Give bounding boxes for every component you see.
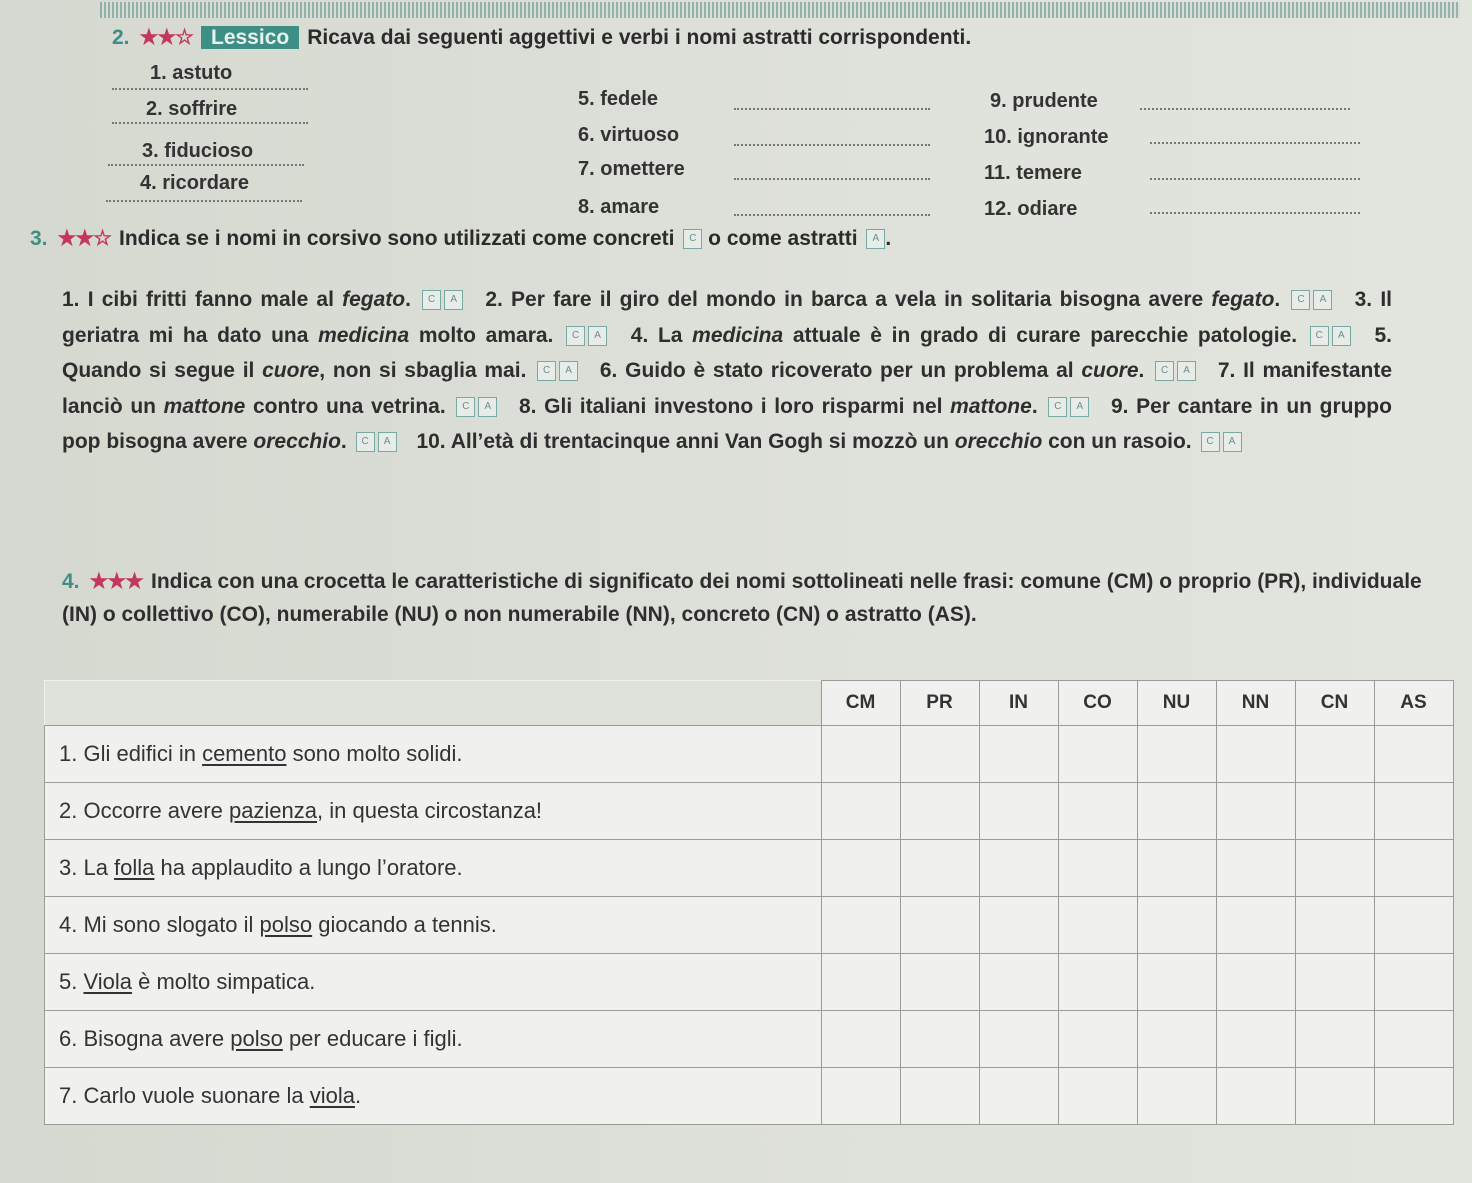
sentence-text: sono molto solidi. <box>286 741 463 766</box>
sentence-text: 10. All’età di trentacinque anni Van Gogh si mozzò un <box>416 430 955 453</box>
concrete-box: C <box>683 229 702 249</box>
sentence-text: 6. Guido è stato ricoverato per un problema al <box>599 359 1082 382</box>
answer-blank[interactable] <box>1140 108 1350 110</box>
checkbox-cell-co[interactable] <box>1058 840 1137 897</box>
exercise-number: 3. <box>30 227 48 250</box>
classification-table <box>44 680 1454 1125</box>
sentence-text: è molto simpatica. <box>132 969 316 994</box>
sentence-text: 9. Per cantare in un gruppo pop bisogna avere <box>62 394 1392 453</box>
checkbox-cell-nu[interactable] <box>1137 954 1216 1011</box>
answer-blank[interactable] <box>112 88 308 90</box>
difficulty-stars-icon: ★★★ <box>89 570 143 593</box>
checkbox-cell-as[interactable] <box>1374 726 1453 783</box>
checkbox-cell-pr[interactable] <box>900 1011 979 1068</box>
abstract-box: A <box>866 229 885 249</box>
exercise-instruction-2: o come astratti <box>708 227 858 250</box>
checkbox-cell-nu[interactable] <box>1137 726 1216 783</box>
checkbox-cell-co[interactable] <box>1058 1011 1137 1068</box>
checkbox-cell-in[interactable] <box>979 897 1058 954</box>
sentence-text: 2. Per fare il giro del mondo in barca a vela in solitaria bisogna avere <box>485 288 1212 311</box>
checkbox-cell-nn[interactable] <box>1216 783 1295 840</box>
checkbox-cell-in[interactable] <box>979 1011 1058 1068</box>
checkbox-cell-nn[interactable] <box>1216 840 1295 897</box>
concrete-checkbox[interactable]: C <box>422 290 441 310</box>
checkbox-cell-as[interactable] <box>1374 1068 1453 1125</box>
checkbox-cell-pr[interactable] <box>900 840 979 897</box>
checkbox-cell-co[interactable] <box>1058 783 1137 840</box>
column-header-cm: CM <box>821 681 900 726</box>
sentence-text: 7. Il manifestante lanciò un <box>62 359 1392 418</box>
item-word: 2. soffrire <box>146 98 238 120</box>
checkbox-cell-cm[interactable] <box>821 783 900 840</box>
sentence-text: molto amara. <box>409 323 554 347</box>
abstract-checkbox[interactable]: A <box>588 326 607 346</box>
concrete-checkbox[interactable]: C <box>456 397 475 417</box>
column-header-co: CO <box>1058 681 1137 726</box>
concrete-checkbox[interactable]: C <box>1048 397 1067 417</box>
checkbox-cell-in[interactable] <box>979 726 1058 783</box>
concrete-checkbox[interactable]: C <box>1155 361 1174 381</box>
answer-boxes <box>419 288 463 311</box>
checkbox-cell-cn[interactable] <box>1295 726 1374 783</box>
empty-header <box>45 681 822 726</box>
answer-blank[interactable] <box>108 164 304 166</box>
checkbox-cell-cm[interactable] <box>821 954 900 1011</box>
answer-blank[interactable] <box>734 178 930 180</box>
underlined-noun: folla <box>114 855 155 880</box>
sentence-text: 1. I cibi fritti fanno male al <box>62 288 343 311</box>
exercise-number: 4. <box>62 570 80 593</box>
answer-blank[interactable] <box>734 144 930 146</box>
sentence <box>62 288 411 311</box>
checkbox-cell-cn[interactable] <box>1295 783 1374 840</box>
answer-blank[interactable] <box>106 200 302 202</box>
sentence <box>416 430 1191 453</box>
sentence-text: 5. Quando si segue il <box>62 323 1392 382</box>
underlined-noun: viola <box>309 1083 355 1108</box>
item-word: 5. fedele <box>578 88 659 110</box>
sentence-text: . <box>340 430 347 453</box>
column-header-in: IN <box>979 681 1058 726</box>
column-header-as: AS <box>1374 681 1453 726</box>
checkbox-cell-as[interactable] <box>1374 840 1453 897</box>
italic-noun: orecchio <box>954 430 1043 453</box>
sentence-text: per educare i figli. <box>282 1026 463 1051</box>
sentence-text: 1. Gli edifici in <box>59 741 203 766</box>
underlined-noun: cemento <box>202 741 287 766</box>
sentence-text: . <box>354 1083 362 1108</box>
checkbox-cell-nn[interactable] <box>1216 726 1295 783</box>
answer-blank[interactable] <box>734 214 930 216</box>
checkbox-cell-as[interactable] <box>1374 954 1453 1011</box>
lessico-tag: Lessico <box>201 26 299 49</box>
checkbox-cell-cn[interactable] <box>1295 840 1374 897</box>
item-word: 12. odiare <box>984 198 1078 220</box>
concrete-checkbox[interactable]: C <box>1291 290 1310 310</box>
sentence-cell <box>45 840 822 897</box>
checkbox-cell-pr[interactable] <box>900 783 979 840</box>
sentence-text: ha applaudito a lungo l’oratore. <box>154 855 463 880</box>
italic-noun: medicina <box>318 323 410 347</box>
exercise-4-heading <box>62 565 1422 631</box>
answer-boxes <box>353 430 397 453</box>
abstract-checkbox[interactable]: A <box>1070 397 1089 417</box>
sentence-cell <box>45 954 822 1011</box>
answer-boxes <box>1152 359 1196 382</box>
italic-noun: cuore <box>1081 359 1139 382</box>
answer-blank[interactable] <box>1150 142 1360 144</box>
sentence-text: 4. La <box>630 323 693 347</box>
checkbox-cell-pr[interactable] <box>900 954 979 1011</box>
sentence-text: . <box>405 288 411 311</box>
checkbox-cell-as[interactable] <box>1374 783 1453 840</box>
item-word: 10. ignorante <box>984 126 1109 148</box>
checkbox-cell-co[interactable] <box>1058 897 1137 954</box>
column-header-nu: NU <box>1137 681 1216 726</box>
checkbox-cell-cn[interactable] <box>1295 954 1374 1011</box>
checkbox-cell-nu[interactable] <box>1137 783 1216 840</box>
answer-blank[interactable] <box>1150 178 1360 180</box>
abstract-checkbox[interactable]: A <box>1223 432 1242 452</box>
checkbox-cell-pr[interactable] <box>900 897 979 954</box>
checkbox-cell-co[interactable] <box>1058 726 1137 783</box>
concrete-checkbox[interactable]: C <box>566 326 585 346</box>
difficulty-stars-icon: ★★☆ <box>139 26 193 49</box>
underlined-noun: polso <box>230 1026 283 1051</box>
checkbox-cell-cn[interactable] <box>1295 1011 1374 1068</box>
sentence-text: . <box>1138 359 1145 382</box>
sentence-text: con un rasoio. <box>1042 430 1192 453</box>
exercise-3-paragraph <box>62 282 1392 460</box>
decorative-strip <box>100 2 1460 18</box>
italic-noun: fegato <box>1211 288 1275 311</box>
checkbox-cell-pr[interactable] <box>900 1068 979 1125</box>
italic-noun: medicina <box>692 323 784 347</box>
checkbox-cell-cm[interactable] <box>821 1068 900 1125</box>
answer-blank[interactable] <box>112 122 308 124</box>
checkbox-cell-cm[interactable] <box>821 726 900 783</box>
sentence <box>485 288 1280 311</box>
abstract-checkbox[interactable]: A <box>1332 326 1351 346</box>
checkbox-cell-nu[interactable] <box>1137 840 1216 897</box>
concrete-checkbox[interactable]: C <box>1310 326 1329 346</box>
sentence-text: 4. Mi sono slogato il <box>59 912 260 937</box>
sentence-text: 5. <box>59 969 84 994</box>
underlined-noun: pazienza <box>228 798 318 823</box>
answer-boxes <box>1045 395 1089 418</box>
checkbox-cell-cn[interactable] <box>1295 1068 1374 1125</box>
concrete-checkbox[interactable]: C <box>1201 432 1220 452</box>
answer-boxes <box>1307 324 1351 347</box>
table-row <box>45 726 1454 783</box>
sentence-cell <box>45 726 822 783</box>
abstract-checkbox[interactable]: A <box>559 361 578 381</box>
column-header-nn: NN <box>1216 681 1295 726</box>
exercise-instruction: Indica con una crocetta le caratteristiche di significato dei nomi sottolineati nelle frasi: comune (CM) o proprio (PR), individuale (IN) o collettivo (CO), numerabile (NU) o non numerabile (NN), concreto (CN) o astratto (AS). <box>62 570 1422 626</box>
column-header-cn: CN <box>1295 681 1374 726</box>
exercise-instruction: Ricava dai seguenti aggettivi e verbi i nomi astratti corrispondenti. <box>307 26 972 49</box>
checkbox-cell-cm[interactable] <box>821 897 900 954</box>
table-row <box>45 954 1454 1011</box>
abstract-checkbox[interactable]: A <box>1177 361 1196 381</box>
table-row <box>45 783 1454 840</box>
item-word: 4. ricordare <box>140 172 249 194</box>
item-word: 6. virtuoso <box>578 124 680 146</box>
checkbox-cell-cm[interactable] <box>821 840 900 897</box>
sentence-text: . <box>1274 288 1281 311</box>
underlined-noun: Viola <box>83 969 132 994</box>
difficulty-stars-icon: ★★☆ <box>57 227 111 250</box>
sentence-text: . <box>1031 394 1038 418</box>
answer-boxes <box>453 395 497 418</box>
abstract-checkbox[interactable]: A <box>378 432 397 452</box>
italic-noun: orecchio <box>253 430 341 453</box>
checkbox-cell-cn[interactable] <box>1295 897 1374 954</box>
checkbox-cell-nn[interactable] <box>1216 1011 1295 1068</box>
column-header-pr: PR <box>900 681 979 726</box>
sentence-text: attuale è in grado di curare parecchie patologie. <box>783 323 1298 347</box>
sentence-text: , non si sbaglia mai. <box>319 359 527 382</box>
table-row <box>45 1011 1454 1068</box>
sentence-cell <box>45 1011 822 1068</box>
checkbox-cell-nu[interactable] <box>1137 1068 1216 1125</box>
item-word: 11. temere <box>984 162 1082 184</box>
sentence-text: giocando a tennis. <box>312 912 497 937</box>
checkbox-cell-as[interactable] <box>1374 1011 1453 1068</box>
exercise-instruction: Indica se i nomi in corsivo sono utilizzati come concreti <box>119 227 675 250</box>
sentence <box>631 324 1297 347</box>
checkbox-cell-nn[interactable] <box>1216 1068 1295 1125</box>
checkbox-cell-in[interactable] <box>979 840 1058 897</box>
underlined-noun: polso <box>259 912 313 937</box>
sentence-text: contro una vetrina. <box>245 394 446 418</box>
answer-boxes <box>563 324 607 347</box>
concrete-checkbox[interactable]: C <box>356 432 375 452</box>
italic-noun: mattone <box>163 394 246 418</box>
sentence-cell <box>45 1068 822 1125</box>
table-row <box>45 840 1454 897</box>
checkbox-cell-in[interactable] <box>979 954 1058 1011</box>
checkbox-cell-cm[interactable] <box>821 1011 900 1068</box>
exercise-2-heading <box>112 25 971 50</box>
sentence <box>519 395 1038 418</box>
checkbox-cell-nn[interactable] <box>1216 897 1295 954</box>
answer-boxes <box>534 359 578 382</box>
sentence-text: 7. Carlo vuole suonare la <box>59 1083 310 1108</box>
sentence-text: 8. Gli italiani investono i loro risparmi nel <box>518 394 951 418</box>
sentence-cell <box>45 897 822 954</box>
concrete-checkbox[interactable]: C <box>537 361 556 381</box>
italic-noun: mattone <box>950 394 1032 418</box>
checkbox-cell-co[interactable] <box>1058 1068 1137 1125</box>
abstract-checkbox[interactable]: A <box>478 397 497 417</box>
checkbox-cell-nu[interactable] <box>1137 1011 1216 1068</box>
table-row <box>45 1068 1454 1125</box>
item-word: 3. fiducioso <box>142 140 254 162</box>
abstract-checkbox[interactable]: A <box>1313 290 1332 310</box>
item-word: 7. omettere <box>578 158 685 180</box>
abstract-checkbox[interactable]: A <box>444 290 463 310</box>
table-row <box>45 897 1454 954</box>
checkbox-cell-pr[interactable] <box>900 726 979 783</box>
italic-noun: fegato <box>342 288 406 311</box>
sentence <box>600 359 1144 382</box>
item-word: 1. astuto <box>150 62 233 84</box>
item-word: 8. amare <box>578 196 660 218</box>
checkbox-cell-nu[interactable] <box>1137 897 1216 954</box>
exercise-3-heading: 3. ★★☆ Indica se i nomi in corsivo sono utilizzati come concreti C o come astratti A . <box>30 227 892 250</box>
sentence-text: 3. Il geriatra mi ha dato una <box>62 288 1392 347</box>
sentence-text: 3. La <box>59 855 115 880</box>
checkbox-cell-co[interactable] <box>1058 954 1137 1011</box>
sentence-text: 6. Bisogna avere <box>59 1026 231 1051</box>
answer-blank[interactable] <box>1150 212 1360 214</box>
sentence-cell <box>45 783 822 840</box>
italic-noun: cuore <box>262 359 320 382</box>
checkbox-cell-in[interactable] <box>979 1068 1058 1125</box>
checkbox-cell-nn[interactable] <box>1216 954 1295 1011</box>
exercise-number: 2. <box>112 26 130 49</box>
sentence-text: 2. Occorre avere <box>59 798 229 823</box>
item-word: 9. prudente <box>990 90 1098 112</box>
answer-boxes <box>1288 288 1332 311</box>
answer-blank[interactable] <box>734 108 930 110</box>
answer-boxes <box>1198 430 1242 453</box>
sentence-text: , in questa circostanza! <box>317 798 543 823</box>
checkbox-cell-in[interactable] <box>979 783 1058 840</box>
checkbox-cell-as[interactable] <box>1374 897 1453 954</box>
